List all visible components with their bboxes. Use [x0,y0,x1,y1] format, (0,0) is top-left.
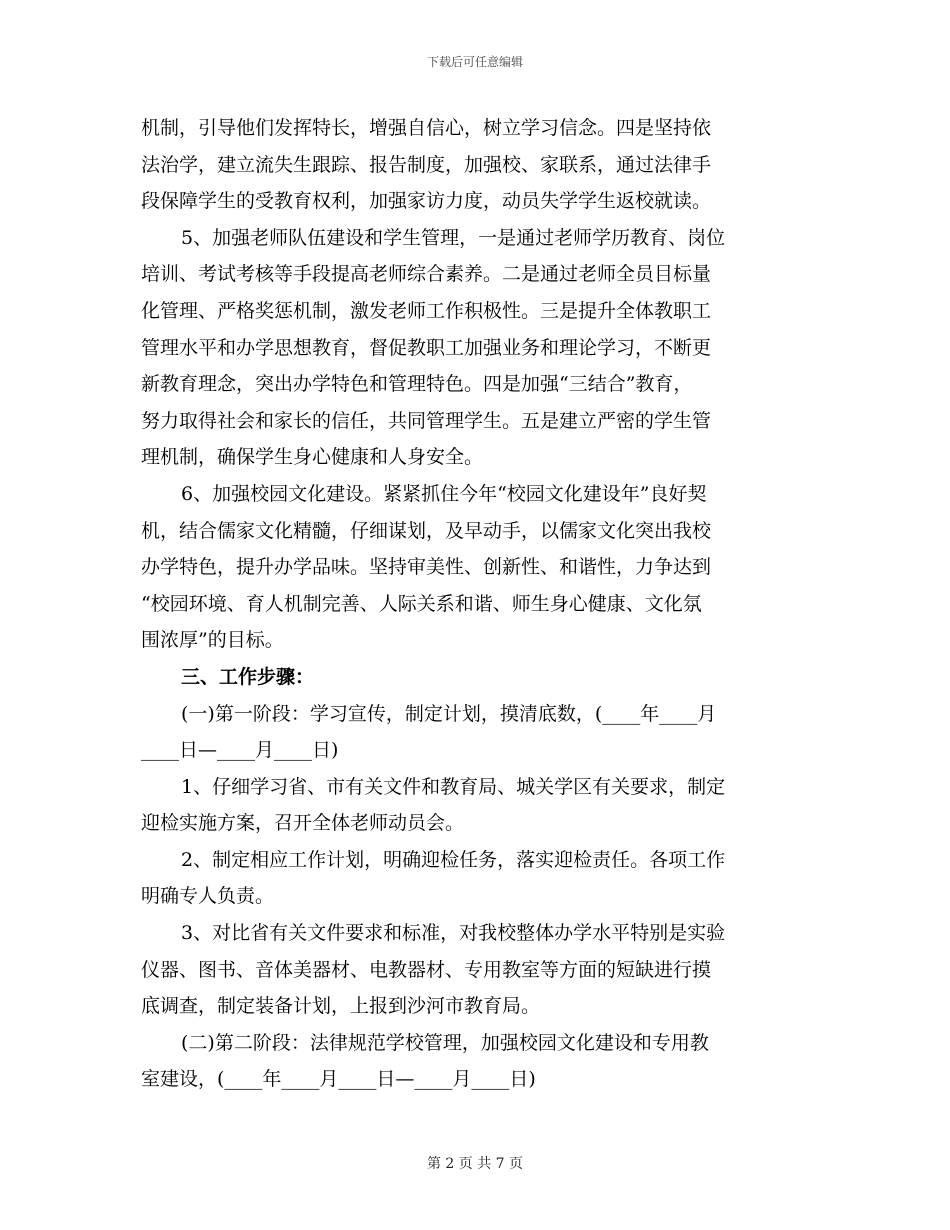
page-number: 第 2 页 共 7 页 [426,1156,524,1172]
text-line: 围浓厚”的目标。 [141,629,284,652]
text-line: 机，结合儒家文化精髓，仔细谋划，及早动手，以儒家文化突出我校 [141,519,712,542]
text-line: 段保障学生的受教育权利，加强家访力度，动员失学学生返校就读。 [141,190,712,213]
text-line: 3、对比省有关文件要求和标准，对我校整体办学水平特别是实验 [181,922,726,945]
text-line: 理机制，确保学生身心健康和人身安全。 [141,446,484,469]
text-line: 明确专人负责。 [141,885,275,908]
text-line: 6、加强校园文化建设。紧紧抓住今年“校园文化建设年”良好契 [181,482,707,505]
text-line: (一)第一阶段：学习宣传，制定计划，摸清底数，(____年____月 [181,702,717,725]
text-line: 迎检实施方案，召开全体老师动员会。 [141,812,465,835]
text-line: 法治学，建立流失生跟踪、报告制度，加强校、家联系，通过法律手 [141,153,712,176]
text-line: 管理水平和办学思想教育，督促教职工加强业务和理论学习，不断更 [141,336,712,359]
text-line: 办学特色，提升办学品味。坚持审美性、创新性、和谐性，力争达到 [141,556,712,579]
text-line: 5、加强老师队伍建设和学生管理，一是通过老师学历教育、岗位 [181,226,726,249]
text-line: “校园环境、育人机制完善、人际关系和谐、师生身心健康、文化氛 [141,592,702,615]
text-line: 1、仔细学习省、市有关文件和教育局、城关学区有关要求，制定 [181,775,726,798]
page-header: 下载后可任意编辑 [426,55,523,69]
text-line: 新教育理念，突出办学特色和管理特色。四是加强“三结合”教育， [141,373,693,396]
section-heading: 三、工作步骤： [181,665,315,688]
text-line: ____日—____月____日) [141,739,339,762]
text-line: 培训、考试考核等手段提高老师综合素养。二是通过老师全员目标量 [141,263,712,286]
text-line: 2、制定相应工作计划，明确迎检任务，落实迎检责任。各项工作 [181,848,726,871]
text-line: (二)第二阶段：法律规范学校管理，加强校园文化建设和专用教 [181,1031,709,1054]
document-body [141,110,807,1098]
text-line: 化管理、严格奖惩机制，激发老师工作积极性。三是提升全体教职工 [141,299,712,322]
text-line: 底调查，制定装备计划，上报到沙河市教育局。 [141,995,541,1018]
text-line: 仪器、图书、音体美器材、电教器材、专用教室等方面的短缺进行摸 [141,958,712,981]
text-line: 室建设，(____年____月____日—____月____日) [141,1068,536,1091]
text-line: 机制，引导他们发挥特长，增强自信心，树立学习信念。四是坚持依 [141,117,712,139]
text-line: 努力取得社会和家长的信任，共同管理学生。五是建立严密的学生管 [141,409,712,432]
